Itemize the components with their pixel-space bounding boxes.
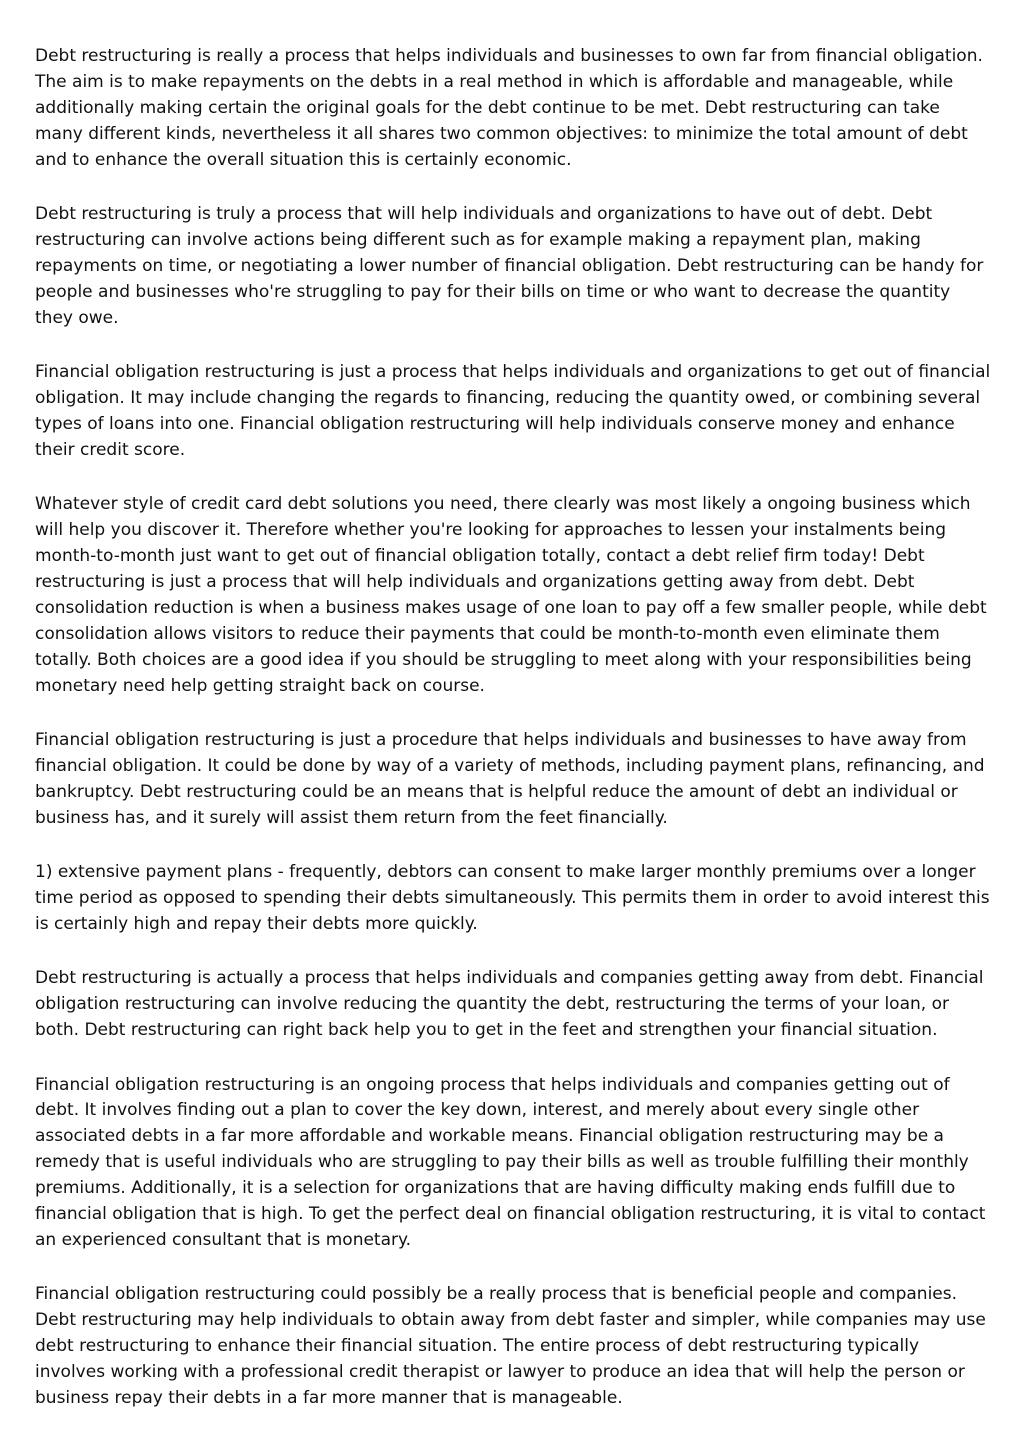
paragraph-2: Debt restructuring is truly a process that will help individuals and organizations to have out of debt. Debt restructuring can involve actions being different such as for example making a repayment plan, making repayments on time, or negotiating a lower number of financial obligation. Debt restructuring can be handy for people and businesses who're struggling to pay for their bills on time or who want to decrease the quantity they owe. xyxy=(35,204,984,328)
paragraph-1: Debt restructuring is really a process that helps individuals and businesses to own far from financial obligation. The aim is to make repayments on the debts in a real method in which is affordable and manageable, while additionally making certain the original goals for the debt continue to be met. Debt restructuring can take many different kinds, nevertheless it all shares two common objectives: to minimize the total amount of debt and to enhance the overall situation this is certainly economic. xyxy=(35,46,983,170)
paragraph-8: Financial obligation restructuring is an ongoing process that helps individuals and companies getting out of debt. It involves finding out a plan to cover the key down, interest, and merely about every single other associated debts in a far more affordable and workable means. Financial obligation restructuring may be a remedy that is useful individuals who are struggling to pay their bills as well as trouble fulfilling their monthly premiums. Additionally, it is a selection for organizations that are having difficulty making ends fulfill due to financial obligation that is high. To get the perfect deal on financial obligation restructuring, it is vital to contact an experienced consultant that is monetary. xyxy=(35,1074,986,1250)
paragraph-5: Financial obligation restructuring is just a procedure that helps individuals and businesses to have away from financial obligation. It could be done by way of a variety of methods, including payment plans, refinancing, and bankruptcy. Debt restructuring could be an means that is helpful reduce the amount of debt an individual or business has, and it surely will assist them return from the feet financially. xyxy=(35,729,985,828)
paragraph-3: Financial obligation restructuring is just a process that helps individuals and organizations to get out of financial obligation. It may include changing the regards to financing, reducing the quantity owed, or combining several types of loans into one. Financial obligation restructuring will help individuals conserve money and enhance their credit score. xyxy=(35,362,991,460)
paragraph-6: 1) extensive payment plans - frequently, debtors can consent to make larger monthly premiums over a longer time period as opposed to spending their debts simultaneously. This permits them in order to avoid interest this is certainly high and repay their debts more quickly. xyxy=(35,862,990,934)
paragraph-4: Whatever style of credit card debt solutions you need, there clearly was most likely a ongoing business which will help you discover it. Therefore whether you're looking for approaches to lessen your instalments being month-to-month just want to get out of financial obligation totally, contact a debt relief firm today! Debt restructuring is just a process that will help individuals and organizations getting away from debt. Debt consolidation reduction is when a business makes usage of one loan to pay off a few smaller people, while debt consolidation allows visitors to reduce their payments that could be month-to-month even eliminate them totally. Both choices are a good idea if you should be struggling to meet along with your responsibilities being monetary need help getting straight back on course. xyxy=(35,494,987,696)
paragraph-7: Debt restructuring is actually a process that helps individuals and companies getting away from debt. Financial obligation restructuring can involve reducing the quantity the debt, restructuring the terms of your loan, or both. Debt restructuring can right back help you to get in the feet and strengthen your financial situation. xyxy=(35,968,984,1041)
paragraph-9: Financial obligation restructuring could possibly be a really process that is beneficial people and companies. Debt restructuring may help individuals to obtain away from debt faster and simpler, while companies may use debt restructuring to enhance their financial situation. The entire process of debt restructuring typically involves working with a professional credit therapist or lawyer to produce an idea that will help the person or business repay their debts in a far more manner that is manageable. xyxy=(35,1284,986,1408)
document-body xyxy=(35,44,993,1440)
